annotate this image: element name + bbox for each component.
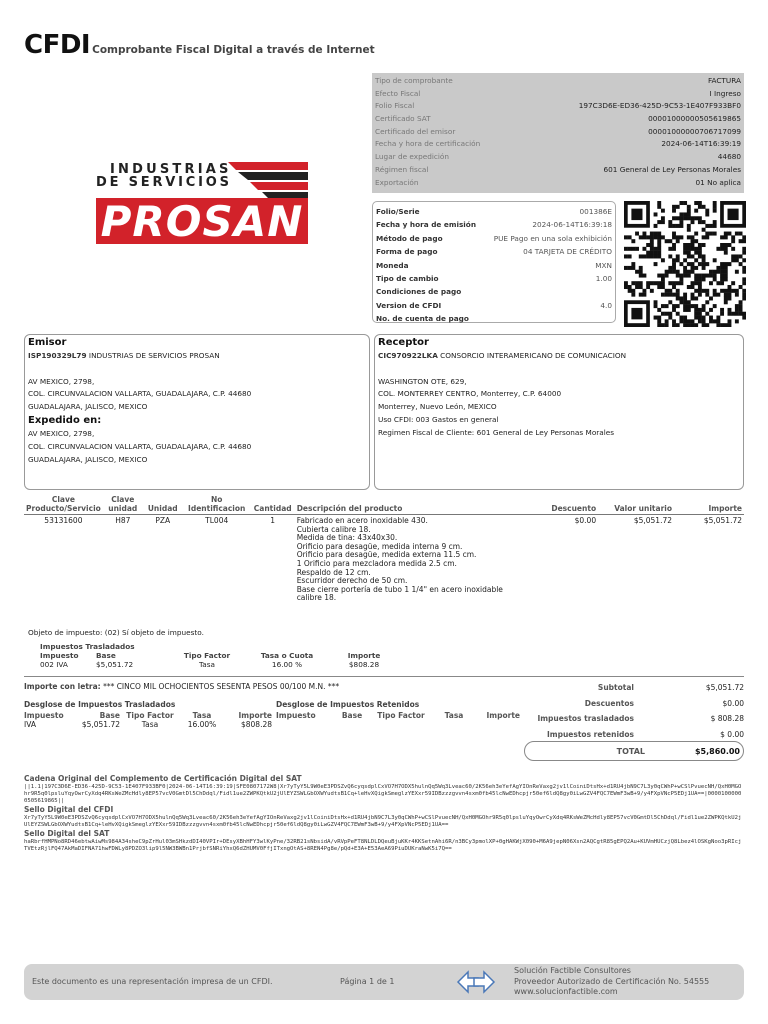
table-row — [24, 515, 744, 605]
cell-clave-unidad: H87 — [115, 516, 131, 525]
desglose-trasladados-row — [24, 720, 272, 729]
cfdi-info-value: 601 General de Ley Personas Morales — [603, 164, 741, 174]
cfdi-info-label: Efecto Fiscal — [375, 88, 421, 98]
expedido-title: Expedido en: — [28, 414, 102, 426]
impuestos-trasladados — [40, 642, 380, 669]
provider-name: Solución Factible Consultores — [514, 966, 631, 975]
folio-info-label: Version de CFDI — [376, 300, 442, 310]
dr-h-tasa: Tasa — [444, 711, 464, 720]
receptor-panel — [374, 334, 744, 490]
cfdi-info-row — [375, 138, 741, 151]
folio-info-value: 4.0 — [600, 300, 612, 310]
expedido-addr2: COL. CIRCUNVALACION VALLARTA, GUADALAJARA, C.P. 44680 — [28, 441, 252, 451]
h-tasa: Tasa o Cuota — [260, 651, 314, 660]
sello-sat-value: haRbrfHMPNo8RD46ebtwAiwMs984A34sheC9pZrHul03mSHkzdDI40VPIr+DEsyXBhHFY3wlKyPne/32RB21sNbsidA/vRVpPeFT8NLDLDQeuBjuKKr4KKSetnAhi6R/n3BCy3pmolXP+0gHAKWjX090+M6A9jepN06Xsn2AQCgtR85gEPQ2Au+KUVmHUCzjQ8Lbez4lOSKgNoo3pRIcjTVEtzRjlFQ47AkMaDIFNA71hwFDWLy8PDZO3lip9l5NW3BWBn1PrjbfSNRiYhxQ6dZHUMV0FfjITxngOtAS+8REN4Pg8e/pQd+E3A+E53AeA69PiuDUKraNwK5i7Q== — [24, 839, 742, 852]
cell-unidad: PZA — [155, 516, 171, 525]
exchange-arrows-icon — [456, 966, 496, 998]
folio-info-row — [376, 285, 612, 298]
col-descripcion: Descripción del producto — [295, 494, 515, 515]
col-no-ident: No Identificacion — [183, 494, 251, 515]
total-line-value: $ 808.28 — [710, 714, 744, 723]
items-header-row — [24, 494, 744, 515]
cfdi-info-row — [375, 113, 741, 126]
provider-auth: Proveedor Autorizado de Certificación No. 54555 — [514, 976, 710, 986]
receptor-addr3: Monterrey, Nuevo León, MEXICO — [378, 402, 497, 412]
dt-v-impuesto: IVA — [24, 720, 36, 729]
objeto-impuesto: Objeto de impuesto: (02) Sí objeto de impuesto. — [28, 628, 204, 637]
dt-v-tasa: 16.00% — [187, 720, 217, 729]
divider — [24, 676, 744, 677]
folio-info-row — [376, 272, 612, 285]
importe-letra-value: *** CINCO MIL OCHOCIENTOS SESENTA PESOS 00/100 M.N. *** — [103, 682, 340, 691]
total-line-row — [524, 727, 744, 743]
folio-info-row — [376, 245, 612, 258]
folio-info-row — [376, 232, 612, 245]
cfdi-title: CFDI — [24, 30, 91, 60]
cfdi-info-label: Fecha y hora de certificación — [375, 139, 481, 149]
sello-cfdi-value: Xr7yTyY5L9W0eE3PDSZvQ6cyqsdplCxVO7H7ODX5hulnQq5Wq3Lveac60/2K56eh3eYefAgYIOnReVaxg2jv1lCoiniDtsHx+d1RU4jbN9C7L3y0qCWhP+wCSlPvuecNH/QxH0MGOhr9R5q0lpsluYqyOwrCyXdq4RKsWeZMcHdly8EP57vcV0GmtDl5ChDdql/Fidl1ue2ZWPKQtkU2jUlEYZSWLGbOXWYudtsB1Cq+leHvXQigkSmeglzYEXxr59IDBzzzgvvn4sxm0fb45lcNwEDhcpjr50ef6ldQ8gy0iLwGZV4FQC7EWmF3wB+9/y4FXpVNcP5EDj1UA== — [24, 815, 742, 828]
col-clave-unidad: Clave unidad — [103, 494, 143, 515]
items-table — [24, 494, 744, 605]
sello-cfdi-title: Sello Digital del CFDI — [24, 805, 114, 814]
total-label: TOTAL — [616, 746, 645, 756]
col-cantidad: Cantidad — [251, 494, 295, 515]
sello-sat-title: Sello Digital del SAT — [24, 829, 110, 838]
cfdi-subtitle: Comprobante Fiscal Digital a través de Internet — [92, 44, 375, 56]
emisor-rfc-line — [28, 350, 366, 363]
cfdi-info-value: 2024-06-14T16:39:19 — [661, 139, 741, 149]
cfdi-info-label: Tipo de comprobante — [375, 76, 453, 85]
folio-info-row — [376, 312, 612, 325]
total-line-label: Descuentos — [584, 698, 634, 708]
folio-info-label: Fecha y hora de emisión — [376, 220, 477, 230]
cell-importe: $5,051.72 — [703, 516, 742, 525]
v-importe: $808.28 — [348, 660, 380, 669]
total-line-label: Impuestos retenidos — [546, 729, 634, 739]
expedido-addr1: AV MEXICO, 2798, — [28, 428, 95, 438]
company-logo — [96, 158, 308, 244]
dt-h-tasa: Tasa — [192, 711, 212, 720]
importe-letra-label: Importe con letra: — [24, 682, 101, 691]
folio-info-label: Método de pago — [376, 233, 443, 243]
dt-h-base: Base — [99, 711, 120, 720]
total-line-row — [524, 696, 744, 712]
v-tipo-factor: Tasa — [199, 660, 215, 669]
provider-url[interactable]: www.solucionfactible.com — [514, 987, 618, 996]
cfdi-info-label: Folio Fiscal — [375, 101, 415, 111]
seals-section — [24, 774, 744, 853]
cfdi-info-row — [375, 164, 741, 177]
dr-h-base: Base — [341, 711, 363, 720]
total-value: $5,860.00 — [694, 746, 740, 756]
folio-info-value: PUE Pago en una sola exhibición — [493, 233, 612, 243]
folio-info-label: Condiciones de pago — [376, 287, 462, 297]
desglose-trasladados-header — [24, 711, 272, 720]
emisor-rfc: ISP190329L79 — [28, 351, 87, 360]
folio-info-label: Tipo de cambio — [376, 273, 439, 283]
cfdi-info-row — [375, 88, 741, 101]
total-line-value: $5,051.72 — [705, 683, 744, 692]
folio-info-row — [376, 299, 612, 312]
receptor-title: Receptor — [378, 337, 429, 348]
dt-v-tipo: Tasa — [141, 720, 159, 729]
receptor-rfc: CIC970922LKA — [378, 351, 438, 360]
emisor-addr1: AV MEXICO, 2798, — [28, 376, 95, 386]
impuestos-trasladados-header — [40, 651, 380, 660]
receptor-name: CONSORCIO INTERAMERICANO DE COMUNICACION — [440, 351, 627, 360]
footer-note: Este documento es una representación impresa de un CFDI. — [32, 977, 273, 986]
cfdi-info-value: I Ingreso — [709, 88, 741, 98]
totals-panel — [524, 680, 744, 742]
cfdi-info-row — [375, 75, 741, 88]
cadena-title: Cadena Original del Complemento de Certificación Digital del SAT — [24, 774, 302, 783]
cfdi-info-label: Certificado SAT — [375, 114, 431, 124]
cfdi-info-label: Exportación — [375, 177, 419, 187]
receptor-addr2: COL. MONTERREY CENTRO, Monterrey, C.P. 64000 — [378, 389, 562, 399]
emisor-panel — [24, 334, 370, 490]
cfdi-info-row — [375, 177, 741, 190]
folio-info-label: Forma de pago — [376, 247, 438, 257]
folio-info-label: Folio/Serie — [376, 207, 420, 216]
logo-line1: INDUSTRIAS — [110, 162, 232, 177]
folio-info-value: 04 TARJETA DE CRÉDITO — [523, 247, 612, 257]
cfdi-info-value: 00001000000505619865 — [648, 114, 741, 124]
desglose-trasladados-title: Desglose de Impuestos Trasladados — [24, 700, 176, 709]
page-number: Página 1 de 1 — [340, 977, 395, 986]
cell-descuento: $0.00 — [574, 516, 597, 525]
col-unidad: Unidad — [143, 494, 183, 515]
cfdi-info-label: Certificado del emisor — [375, 126, 456, 136]
cfdi-info-row — [375, 151, 741, 164]
cfdi-info-value: 00001000000706717099 — [648, 126, 741, 136]
cell-valor: $5,051.72 — [633, 516, 672, 525]
cfdi-info-label: Régimen fiscal — [375, 164, 429, 174]
col-clave-prod: Clave Producto/Servicio — [26, 495, 101, 513]
total-line-value: $0.00 — [722, 698, 744, 708]
cfdi-info-value: 44680 — [717, 152, 741, 162]
emisor-addr3: GUADALAJARA, JALISCO, MEXICO — [28, 402, 148, 412]
impuestos-trasladados-row — [40, 660, 380, 669]
receptor-addr1: WASHINGTON OTE, 629, — [378, 376, 467, 386]
receptor-rfc-line — [378, 350, 740, 363]
cfdi-info-value: 197C3D6E-ED36-425D-9C53-1E407F933BF0 — [578, 101, 741, 111]
total-line-row — [524, 711, 744, 727]
emisor-name: INDUSTRIAS DE SERVICIOS PROSAN — [88, 351, 220, 360]
folio-info-value: 001386E — [579, 207, 612, 216]
total-line-row — [524, 680, 744, 696]
footer — [24, 964, 744, 1000]
receptor-uso: Uso CFDI: 003 Gastos en general — [378, 414, 499, 424]
total-row — [524, 741, 744, 761]
cell-clave-prod: 53131600 — [44, 516, 83, 525]
folio-info-row — [376, 259, 612, 272]
cfdi-info-row — [375, 126, 741, 139]
dr-h-impuesto: Impuesto — [276, 711, 316, 720]
folio-info-row — [376, 218, 612, 231]
h-importe: Importe — [347, 651, 381, 660]
col-valor: Valor unitario — [598, 494, 674, 515]
total-line-label: Subtotal — [597, 683, 634, 692]
cadena-value: ||1.1|197C3D6E-ED36-425D-9C53-1E407F933BF0|2024-06-14T16:39:19|SFE0807172W8|Xr7yTyY5L9W0eE3PDSZvQ6cyqsdplCxVO7H7ODX5hulnQq5Wq3Lveac60/2K56eh3eYefAgYIOnReVaxg2jv1lCoiniDtsHx+d1RU4jbN9C7L3y0qCWhP+wCSlPvuecNH/QxH0MGOhr9R5q0lpsluYqyOwrCyXdq4RKsWeZMcHdly8EP57vcV0GmtDl5ChDdql/Fidl1ue2ZWPKQtkU2jUlEYZSWLGbOXWYudtsB1Cq+leHvXQigkSmeglzYEXxr59IDBzzzgvvn4sxm0fb45lcNwEDhcpjr50ef6ldQ8gy0iLwGZV4FQC7EWmF3wB+9/y4FXpVNcP5EDj1UA==|00001000000505619865|| — [24, 784, 742, 804]
logo-brand: PROSAN — [100, 197, 304, 244]
dr-h-tipo: Tipo Factor — [377, 711, 425, 720]
folio-info-value: MXN — [595, 260, 612, 270]
importe-letra — [24, 682, 339, 691]
qr-code-icon — [624, 201, 746, 327]
h-impuesto: Impuesto — [40, 651, 79, 660]
cfdi-info-row — [375, 100, 741, 113]
cfdi-info-label: Lugar de expedición — [375, 152, 450, 162]
h-tipo-factor: Tipo Factor — [183, 651, 231, 660]
desglose-retenidos-header — [276, 711, 520, 720]
dt-h-tipo: Tipo Factor — [126, 711, 174, 720]
col-descuento: Descuento — [514, 494, 598, 515]
folio-info-value: 2024-06-14T16:39:18 — [532, 220, 612, 230]
receptor-regimen: Regimen Fiscal de Cliente: 601 General de Ley Personas Morales — [378, 427, 615, 437]
document-header — [24, 30, 375, 60]
folio-info-panel — [372, 201, 616, 323]
logo-stripes-icon — [228, 162, 308, 198]
cfdi-info-value: 01 No aplica — [695, 177, 741, 187]
v-tasa: 16.00 % — [271, 660, 303, 669]
emisor-addr2: COL. CIRCUNVALACION VALLARTA, GUADALAJARA, C.P. 44680 — [28, 389, 252, 399]
cfdi-info-panel — [372, 73, 744, 193]
dt-h-impuesto: Impuesto — [24, 711, 64, 720]
dt-h-importe: Importe — [238, 711, 272, 720]
provider-info — [514, 966, 709, 998]
cfdi-info-value: FACTURA — [707, 76, 741, 85]
folio-info-label: No. de cuenta de pago — [376, 314, 469, 324]
logo-line2: DE SERVICIOS — [96, 175, 232, 190]
desglose-retenidos-title: Desglose de Impuestos Retenidos — [276, 700, 420, 709]
emisor-title: Emisor — [28, 337, 67, 348]
col-importe: Importe — [674, 494, 744, 515]
v-impuesto: 002 IVA — [40, 660, 68, 669]
dr-h-importe: Importe — [486, 711, 520, 720]
impuestos-trasladados-title: Impuestos Trasladados — [40, 642, 135, 651]
expedido-addr3: GUADALAJARA, JALISCO, MEXICO — [28, 454, 148, 464]
cell-no-ident: TL004 — [205, 516, 229, 525]
cell-cantidad: 1 — [270, 516, 276, 525]
v-base: $5,051.72 — [96, 660, 134, 669]
dt-v-importe: $808.28 — [240, 720, 272, 729]
dt-v-base: $5,051.72 — [81, 720, 120, 729]
total-line-label: Impuestos trasladados — [537, 714, 634, 723]
h-base: Base — [96, 651, 116, 660]
cell-descripcion: Fabricado en acero inoxidable 430. Cubierta calibre 18. Medida de tina: 43x40x30. Orificio para desagüe, medida interna 9 cm. Orificio para desagüe, medida externa 11.5 cm. 1 Orificio para mezcladora medida 2.5 cm. Respaldo de 12 cm. Escurridor derecho de 50 cm. Base cierre portería de tubo 1 1/4" en acero inoxidable calibre 18. — [296, 516, 503, 603]
folio-info-value: 1.00 — [595, 273, 612, 283]
folio-info-label: Moneda — [376, 260, 409, 270]
total-line-value: $ 0.00 — [720, 729, 744, 739]
folio-info-row — [376, 205, 612, 218]
